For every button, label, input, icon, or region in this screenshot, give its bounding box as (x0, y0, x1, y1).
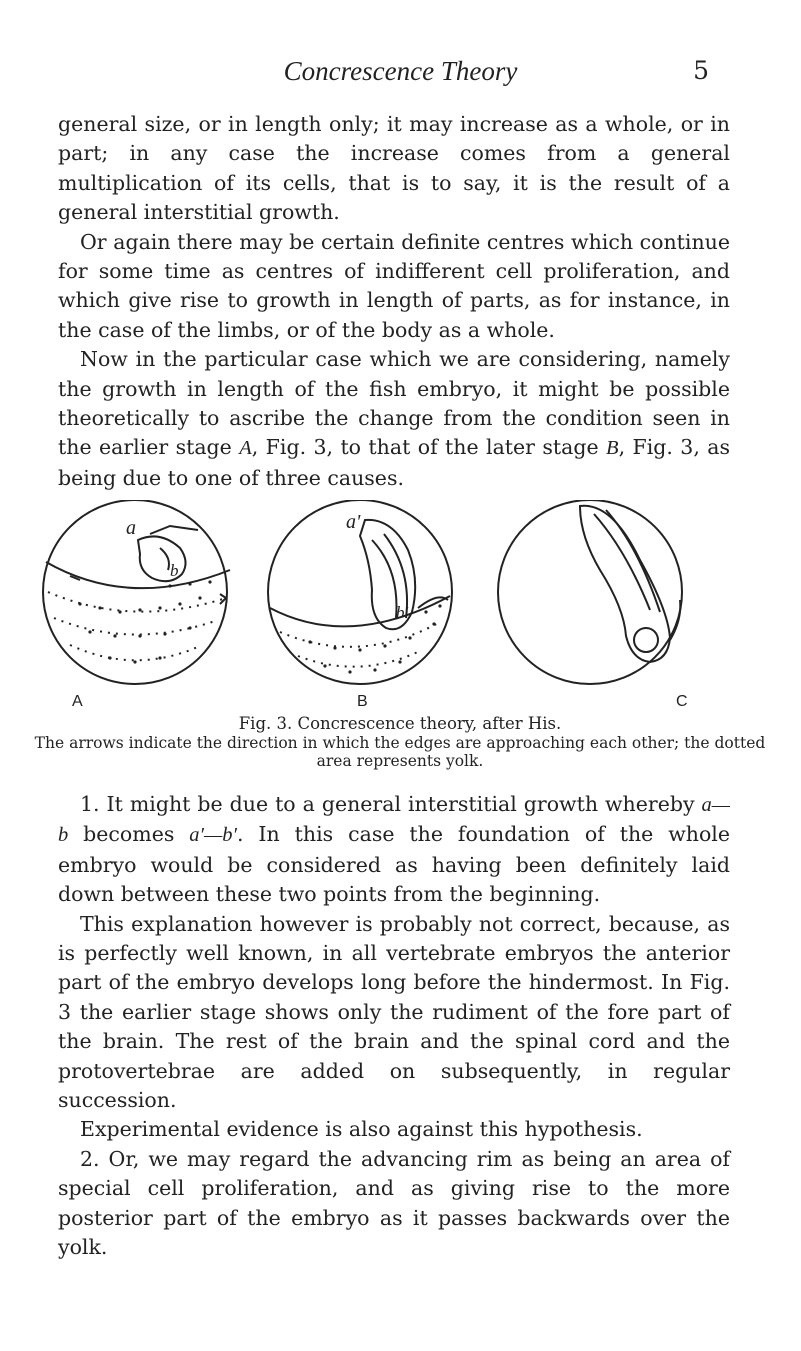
page-number: 5 (693, 56, 709, 85)
text-run: 1. It might be due to a general interstitial growth whereby (80, 792, 702, 816)
paragraph: general size, or in length only; it may increase as a whole, or in part; in any case the increase comes from a general multiplication of its cells, that is to say, it is the result of a general interstitial growth. (58, 112, 730, 225)
text-run: , Fig. 3, as being due to one of three causes. (58, 435, 731, 490)
body-text-bottom (58, 790, 730, 1263)
label-C: C (676, 693, 688, 710)
diagram-a-rim (46, 562, 230, 588)
label-B: B (357, 693, 368, 710)
text-run: becomes (68, 822, 190, 847)
italic-run: B (606, 437, 619, 460)
italic-run: a′—b′ (189, 824, 237, 847)
text-run: , Fig. 3, to that of the later stage (251, 435, 607, 460)
text-run: Now in the particular case which we are considering, namely the growth in length of the fish embryo, it might be possible theoretically to ascribe the change from the condition seen in the earlier stage (58, 347, 730, 460)
label-a-prime: a' (346, 511, 361, 533)
body-text-top (58, 110, 730, 493)
paragraph (58, 790, 730, 910)
italic-run: A (239, 437, 252, 460)
diagram-c-circle (498, 500, 682, 684)
label-b-prime: b' (396, 603, 409, 622)
label-b: b (170, 561, 179, 580)
page-header (0, 56, 801, 92)
figure-3 (20, 500, 780, 780)
paragraph: 2. Or, we may regard the advancing rim as being an area of special cell proliferation, and as giving rise to the more posterior part of the embryo as it passes backwards over the yolk. (58, 1146, 730, 1260)
figure-caption-title: Fig. 3. Concrescence theory, after His. (238, 714, 562, 733)
paragraph: Or again there may be certain definite centres which continue for some time as centres of indifferent cell proliferation, and which give rise to growth in length of parts, as for instance, in the case of the limbs, or of the body as a whole. (58, 229, 730, 342)
label-a: a (126, 517, 136, 539)
paragraph: Experimental evidence is also against this hypothesis. (80, 1117, 643, 1142)
figure-illustration (20, 500, 780, 710)
paragraph: This explanation however is probably not correct, because, as is perfectly well known, in all vertebrate embryos the anterior part of the embryo develops long before the hindermost. In Fig. 3 the earlier stage shows only the rudiment of the fore part of the brain. The rest of the brain and the spinal cord and the protovertebrae are added on subsequently, in regular succession. (58, 911, 730, 1113)
text-run: . In this case the foundation of the whole embryo would be considered as having been definitely laid down between these two points from the beginning. (58, 822, 730, 907)
italic-run: a—b (58, 794, 730, 847)
figure-caption-note: The arrows indicate the direction in which the edges are approaching each other; the dotted area represents yolk. (34, 734, 766, 770)
paragraph (58, 345, 730, 493)
running-title: Concrescence Theory (283, 56, 518, 86)
label-A: A (72, 693, 83, 710)
